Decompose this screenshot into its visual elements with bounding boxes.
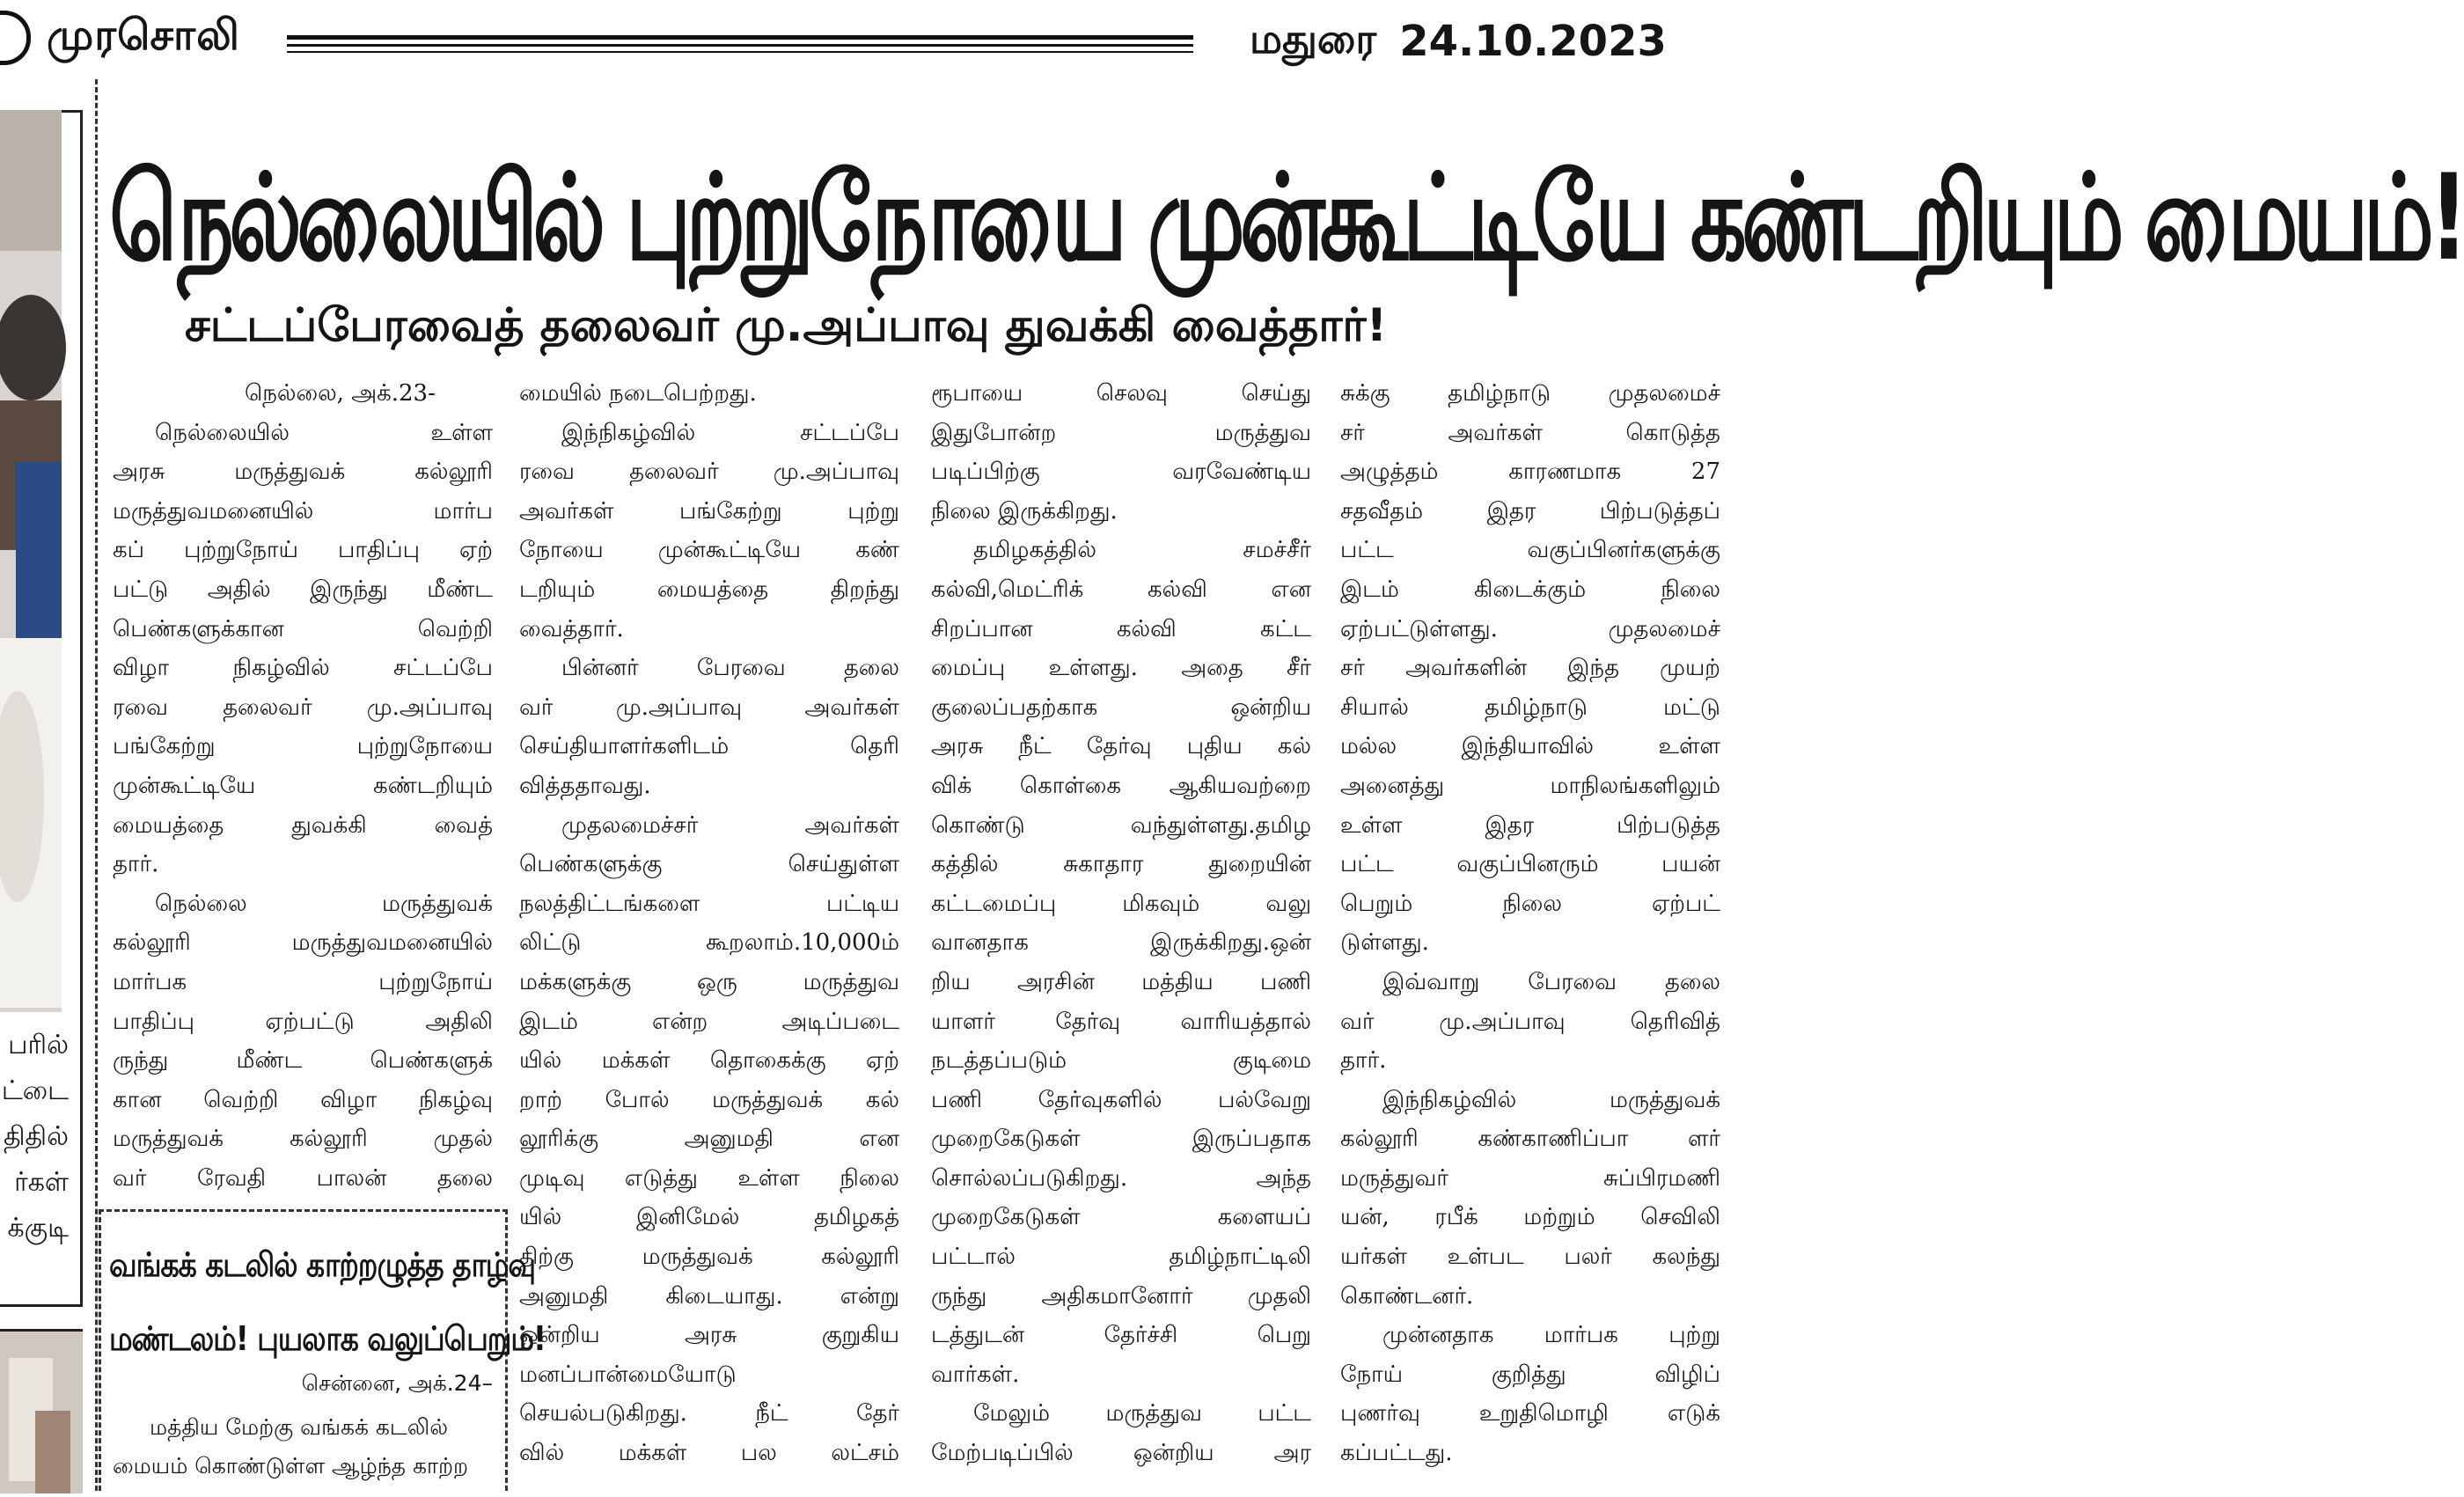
article-column-4: சுக்கு தமிழ்நாடு முதலமைச் சர் அவர்கள் கொடுத்த அழுத்தம் காரணமாக 27 சதவீதம் இதர பிற்படுத்தப் பட்ட வகுப்பினர்களுக்கு இடம் கிடைக்கும் நிலை ஏற்பட்டுள்ளது. முதலமைச் சர் அவர்களின் இந்த முயற் சியால் தமிழ்நாடு மட்டு மல்ல இந்தியாவில் உள்ள அனைத்து மாநிலங்களிலும் உள்ள இதர பிற்படுத்த பட்ட வகுப்பினரும் பயன் பெறும் நிலை ஏற்பட் டுள்ளது. இவ்வாறு பேரவை தலை வர் மு.அப்பாவு தெரிவித் தார். இந்நிகழ்வில் மருத்துவக் கல்லூரி கண்காணிப்பா ளர் மருத்துவர் சுப்பிரமணி யன், ரபீக் மற்றும் செவிலி யர்கள் உள்பட பலர் கலந்து கொண்டனர். முன்னதாக மார்பக புற்று நோய் குறித்து விழிப் புணர்வு உறுதிமொழி எடுக் கப்பட்டது. bbox=[1340, 380, 1720, 1467]
boxed-story-body: மத்திய மேற்கு வங்கக் கடலில் மையம் கொண்டுள்ள ஆழ்ந்த காற்ற bbox=[113, 1414, 469, 1479]
article-dateline: நெல்லை, அக்.23- bbox=[245, 380, 436, 407]
adjacent-story-fragment: பரில் ட்டை திதில் ர்கள் க்குடி bbox=[1, 1030, 69, 1244]
masthead-logo bbox=[0, 7, 282, 69]
boxed-story-dateline: சென்னை, அக்.24– bbox=[301, 1370, 493, 1396]
article-column-3: ரூபாயை செலவு செய்து இதுபோன்ற மருத்துவ படிப்பிற்கு வரவேண்டிய நிலை இருக்கிறது. தமிழகத்தில் சமச்சீர் கல்வி,மெட்ரிக் கல்வி என சிறப்பான கல்வி கட்ட மைப்பு உள்ளது. அதை சீர் குலைப்பதற்காக ஒன்றிய அரசு நீட் தேர்வு புதிய கல் விக் கொள்கை ஆகியவற்றை கொண்டு வந்துள்ளது.தமிழ கத்தில் சுகாதார துறையின் கட்டமைப்பு மிகவும் வலு வானதாக இருக்கிறது.ஒன் றிய அரசின் மத்திய பணி யாளர் தேர்வு வாரியத்தால் நடத்தப்படும் குடிமை பணி தேர்வுகளில் பல்வேறு முறைகேடுகள் இருப்பதாக சொல்லப்படுகிறது. அந்த முறைகேடுகள் களையப் பட்டால் தமிழ்நாட்டிலி ருந்து அதிகமானோர் முதலி டத்துடன் தேர்ச்சி பெறு வார்கள். மேலும் மருத்துவ பட்ட மேற்படிப்பில் ஒன்றிய அர bbox=[931, 380, 1311, 1467]
paper-name: முரசொலி bbox=[47, 11, 240, 60]
column-divider bbox=[95, 79, 98, 1491]
adjacent-photo-2 bbox=[0, 1329, 83, 1491]
article-column-2: மையில் நடைபெற்றது. இந்நிகழ்வில் சட்டப்பே ரவை தலைவர் மு.அப்பாவு அவர்கள் பங்கேற்று புற்று நோயை முன்கூட்டியே கண் டறியும் மையத்தை திறந்து வைத்தார். பின்னர் பேரவை தலை வர் மு.அப்பாவு அவர்கள் செய்தியாளர்களிடம் தெரி வித்ததாவது. முதலமைச்சர் அவர்கள் பெண்களுக்கு செய்துள்ள நலத்திட்டங்களை பட்டிய லிட்டு கூறலாம்.10,000ம் மக்களுக்கு ஒரு மருத்துவ இடம் என்ற அடிப்படை யில் மக்கள் தொகைக்கு ஏற் றாற் போல் மருத்துவக் கல் லூரிக்கு அனுமதி என முடிவு எடுத்து உள்ள நிலை யில் இனிமேல் தமிழகத் திற்கு மருத்துவக் கல்லூரி அனுமதி கிடையாது. என்று ஒன்றிய அரசு குறுகிய மனப்பான்மையோடு செயல்படுகிறது. நீட் தேர் வில் மக்கள் பல லட்சம் bbox=[519, 380, 899, 1467]
edition-city: மதுரை bbox=[1250, 14, 1377, 62]
edition-date: 24.10.2023 bbox=[1399, 17, 1667, 66]
main-headline: நெல்லையில் புற்றுநோயை முன்கூட்டியே கண்டறியும் மையம்! bbox=[109, 148, 2464, 288]
boxed-story-headline: வங்கக் கடலில் காற்றழுத்த தாழ்வு மண்டலம்! புயலாக வலுப்பெறும்! bbox=[109, 1244, 546, 1359]
article-column-1: நெல்லை, அக்.23- நெல்லையில் உள்ள அரசு மருத்துவக் கல்லூரி மருத்துவமனையில் மார்ப கப் புற்றுநோய் பாதிப்பு ஏற் பட்டு அதில் இருந்து மீண்ட பெண்களுக்கான வெற்றி விழா நிகழ்வில் சட்டப்பே ரவை தலைவர் மு.அப்பாவு பங்கேற்று புற்றுநோயை முன்கூட்டியே கண்டறியும் மையத்தை துவக்கி வைத் தார். நெல்லை மருத்துவக் கல்லூரி மருத்துவமனையில் மார்பக புற்றுநோய் பாதிப்பு ஏற்பட்டு அதிலி ருந்து மீண்ட பெண்களுக் கான வெற்றி விழா நிகழ்வு மருத்துவக் கல்லூரி முதல் வர் ரேவதி பாலன் தலை bbox=[113, 374, 493, 1192]
masthead-rule bbox=[287, 35, 1193, 40]
logo-emblem-icon bbox=[0, 11, 31, 65]
adjacent-photo bbox=[0, 110, 62, 1012]
masthead-edition bbox=[1250, 11, 1723, 72]
sub-headline: சட்டப்பேரவைத் தலைவர் மு.அப்பாவு துவக்கி வைத்தார்! bbox=[185, 299, 1388, 352]
